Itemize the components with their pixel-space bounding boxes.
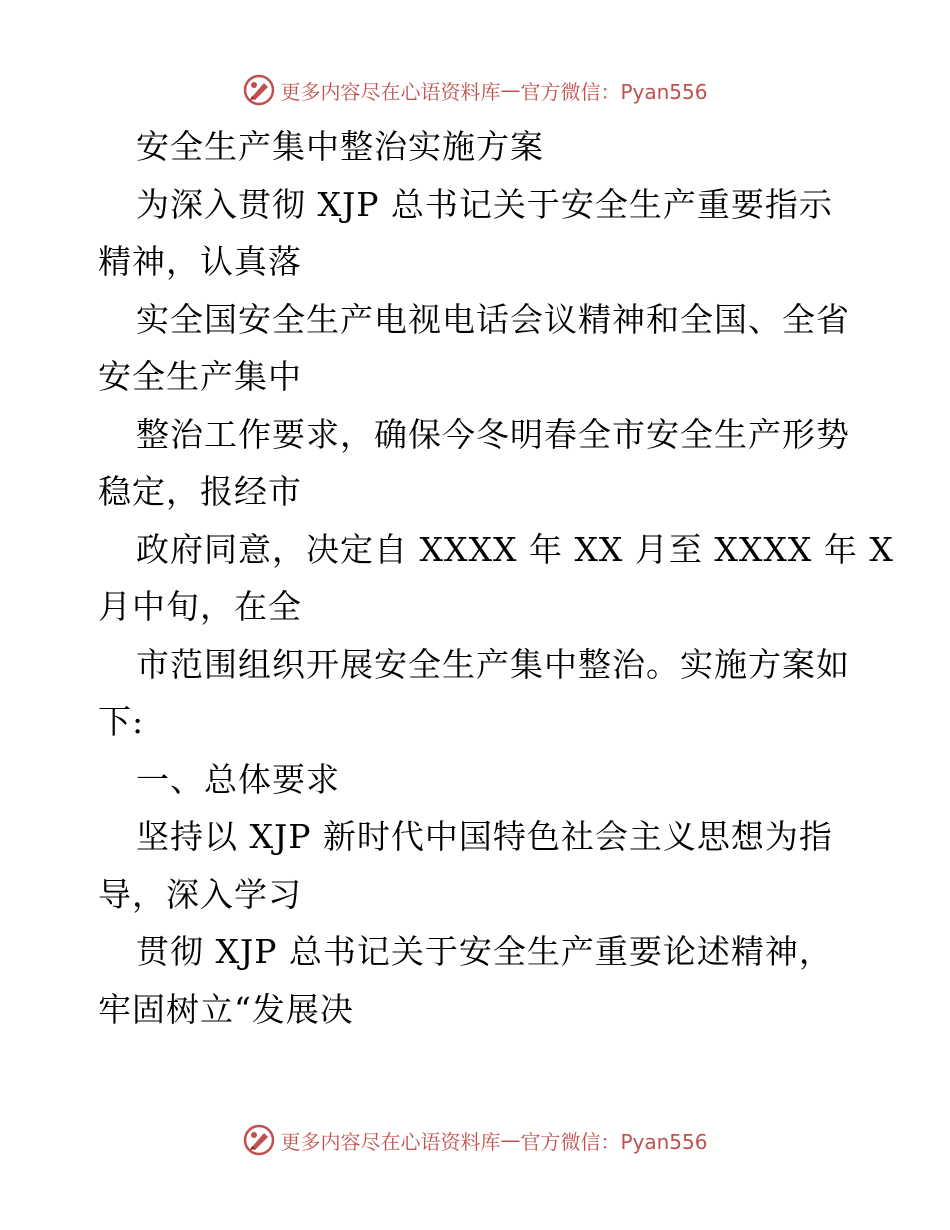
watermark-text: 更多内容尽在心语资料库 (280, 79, 501, 104)
paragraph-line: 市范围组织开展安全生产集中整治。实施方案如 (136, 644, 850, 684)
paragraph-line: 贯彻 XJP 总书记关于安全生产重要论述精神， (136, 932, 833, 971)
paragraph-line: 导，深入学习 (98, 874, 302, 914)
watermark-wechat: 官方微信：Pyan556 (520, 1129, 708, 1154)
paragraph-line: 下: (98, 702, 145, 741)
paragraph-line: 稳定，报经市 (98, 472, 302, 511)
header-watermark (0, 70, 950, 110)
watermark-dash: — (500, 1128, 521, 1152)
paragraph-line: 牢固树立“发展决 (98, 989, 354, 1029)
paragraph-line: 政府同意，决定自 XXXX 年 XX 月至 XXXX 年 X (136, 529, 894, 569)
footer-watermark (0, 1120, 950, 1160)
paragraph-line: 为深入贯彻 XJP 总书记关于安全生产重要指示 (136, 184, 833, 224)
watermark-wechat: 官方微信：Pyan556 (520, 79, 708, 104)
document-body (98, 118, 894, 1038)
pen-logo-icon (242, 1123, 276, 1157)
paragraph-line: 一、总体要求 (136, 759, 340, 799)
paragraph-line: 精神，认真落 (98, 242, 302, 281)
pen-logo-icon (242, 73, 276, 107)
paragraph-line: 整治工作要求，确保今冬明春全市安全生产形势 (136, 414, 850, 454)
document-title: 安全生产集中整治实施方案 (136, 127, 544, 166)
watermark-text: 更多内容尽在心语资料库 (280, 1129, 501, 1154)
watermark-dash: — (500, 78, 521, 102)
paragraph-line: 月中旬，在全 (98, 587, 302, 626)
paragraph-line: 安全生产集中 (98, 357, 302, 396)
paragraph-line: 坚持以 XJP 新时代中国特色社会主义思想为指 (136, 817, 833, 856)
paragraph-line: 实全国安全生产电视电话会议精神和全国、全省 (136, 299, 850, 339)
